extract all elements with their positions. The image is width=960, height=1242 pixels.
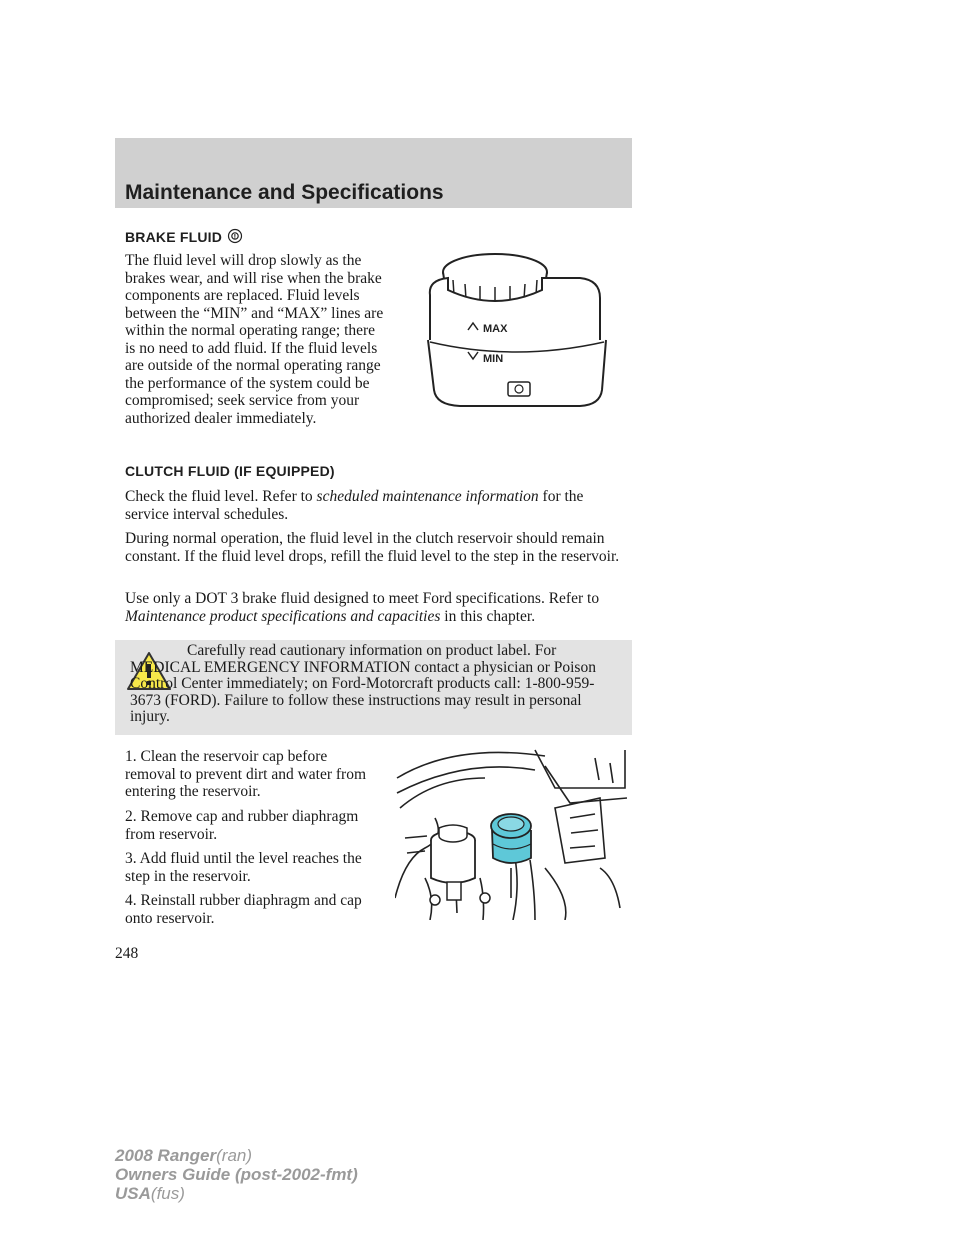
brake-fluid-heading-text: BRAKE FLUID xyxy=(125,229,223,245)
footer-market: USA xyxy=(115,1184,151,1203)
brake-system-icon xyxy=(227,228,243,244)
warning-text: Carefully read cautionary information on product label. For MEDICAL EMERGENCY INFORMATION contact a physician or Poison Control Center immediately; on Ford-Motorcraft products call: 1-800-959-3673 (FORD). Failure to follow these instructions may result in personal injury. xyxy=(130,642,596,725)
footer-market-code: (fus) xyxy=(150,1184,185,1203)
clutch-fluid-para-2: During normal operation, the fluid level in the clutch reservoir should remain constant. If the fluid level drops, refill the fluid level to the step in the reservoir. xyxy=(125,530,620,565)
clutch-fluid-para-1 xyxy=(125,488,630,523)
maintenance-specifications-reference: Maintenance product specifications and capacities xyxy=(125,607,441,625)
step-4: 4. Reinstall rubber diaphragm and cap onto reservoir. xyxy=(125,892,362,927)
clutch-fluid-heading: CLUTCH FLUID (IF EQUIPPED) xyxy=(125,463,335,479)
step-1: 1. Clean the reservoir cap before removal to prevent dirt and water from entering the reservoir. xyxy=(125,748,367,800)
document-footer xyxy=(115,1146,358,1203)
brake-fluid-body: The fluid level will drop slowly as the brakes wear, and will rise when the brake components are replaced. Fluid levels between the “MIN” and “MAX” lines are within the normal operating range; there is no need to add fluid. If the fluid levels are outside of the normal operating range the performance of the system could be compromised; seek service from your authorized dealer immediately. xyxy=(125,252,384,427)
min-level-label: MIN xyxy=(483,353,504,365)
clutch-p1-text-a: Check the fluid level. Refer to xyxy=(125,488,313,505)
clutch-reservoir-engine-illustration xyxy=(395,748,627,920)
step-2: 2. Remove cap and rubber diaphragm from reservoir. xyxy=(125,808,359,843)
footer-model-code: (ran) xyxy=(216,1146,253,1165)
step-3: 3. Add fluid until the level reaches the step in the reservoir. xyxy=(125,850,362,885)
max-level-label: MAX xyxy=(483,323,508,335)
page-number: 248 xyxy=(115,945,139,962)
warning-box xyxy=(115,640,632,735)
clutch-p1-text-b: for the service interval schedules. xyxy=(125,488,584,523)
clutch-p3-text-a: Use only a DOT 3 brake fluid designed to meet Ford specifications. Refer to xyxy=(125,590,600,607)
brake-fluid-heading xyxy=(125,228,243,245)
clutch-fluid-para-3 xyxy=(125,590,630,625)
page-header-title: Maintenance and Specifications xyxy=(125,181,444,204)
footer-model: 2008 Ranger xyxy=(115,1146,217,1165)
footer-guide-format: Owners Guide (post-2002-fmt) xyxy=(115,1165,358,1184)
brake-reservoir-illustration xyxy=(420,250,610,410)
clutch-p3-text-b: in this chapter. xyxy=(444,607,536,625)
svg-text:!: ! xyxy=(233,233,237,241)
scheduled-maintenance-reference: scheduled maintenance information xyxy=(316,488,539,505)
